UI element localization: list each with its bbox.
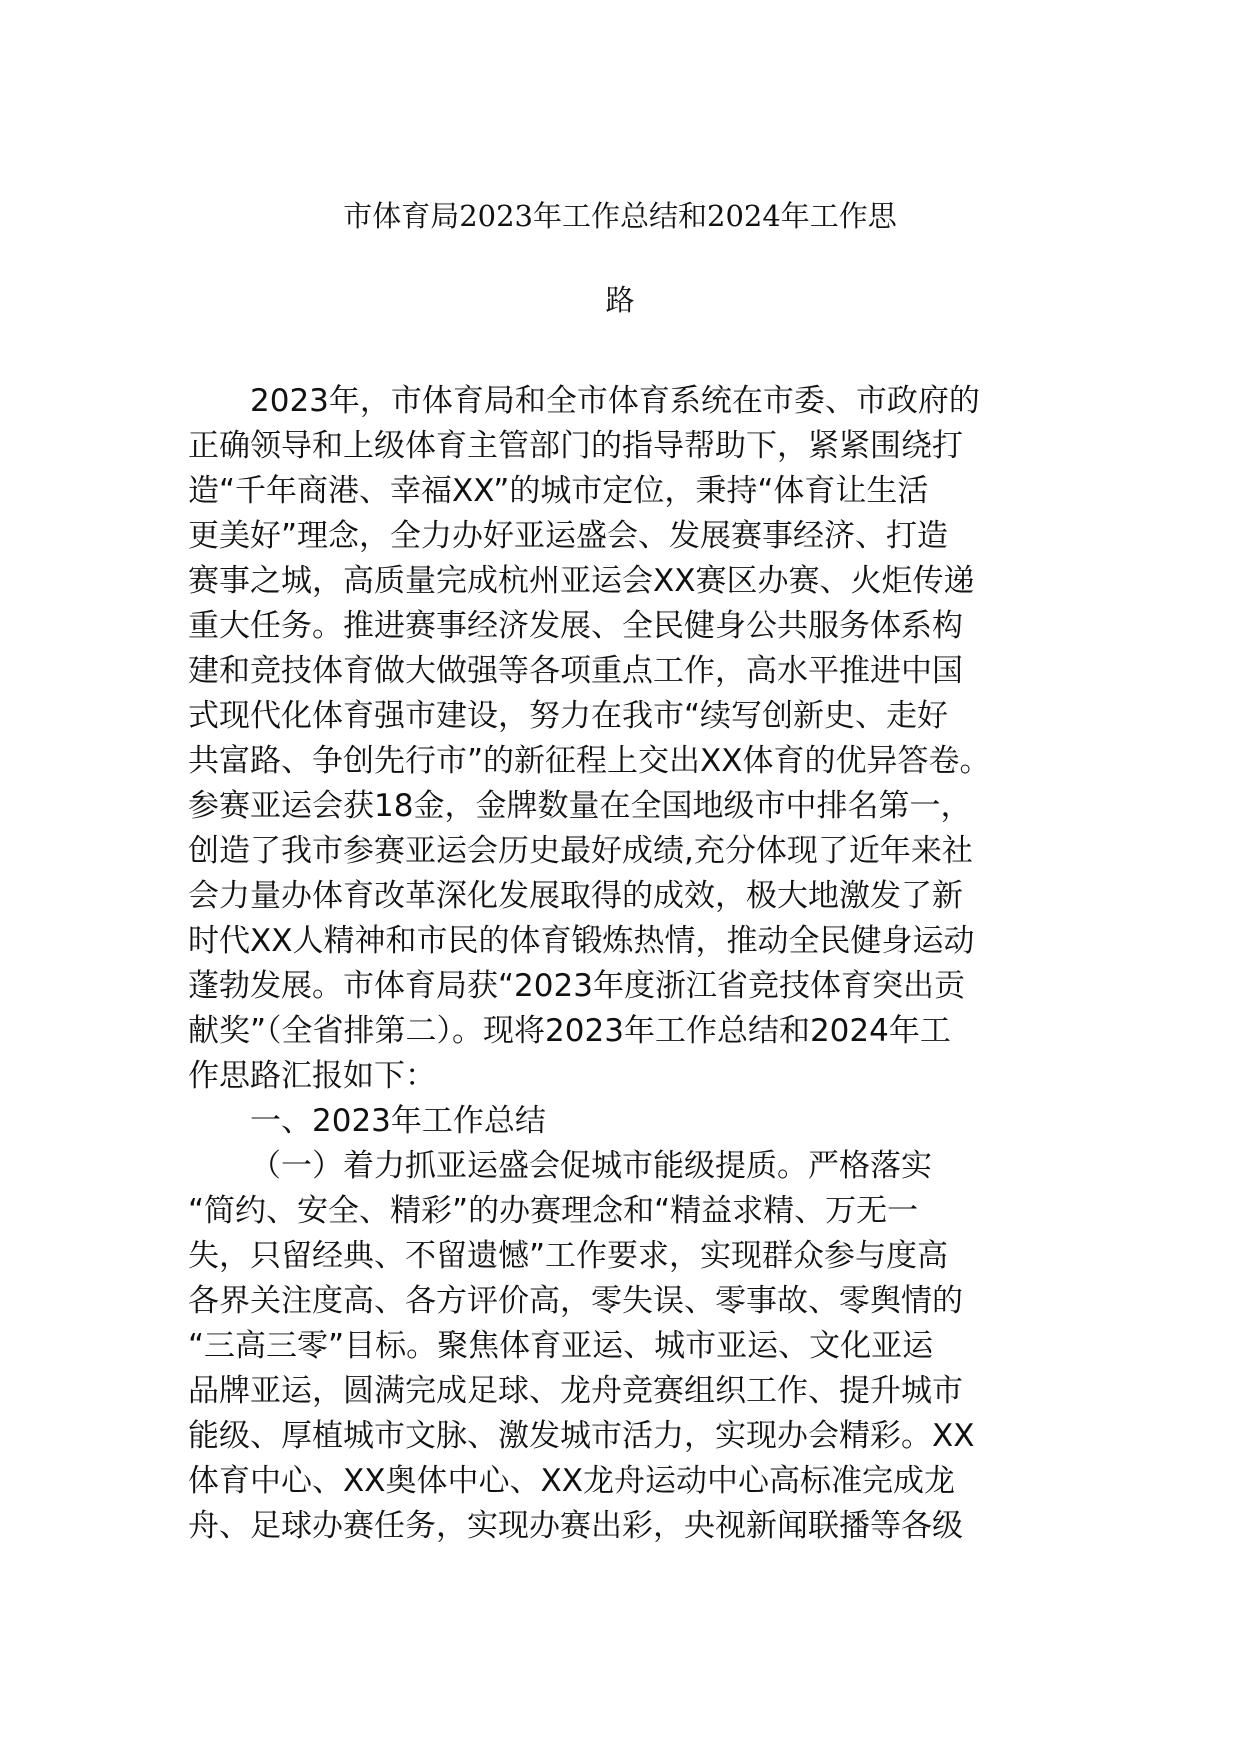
intro-line: 建和竞技体育做大做强等各项重点工作，高水平推进中国 bbox=[188, 653, 963, 689]
intro-line: 造“千年商港、幸福XX”的城市定位，秉持“体育让生活 bbox=[188, 473, 929, 509]
intro-line: 2023年，市体育局和全市体育系统在市委、市政府的 bbox=[250, 383, 980, 419]
section1-line: 失，只留经典、不留遗憾”工作要求，实现群众参与度高 bbox=[188, 1238, 949, 1274]
intro-line: 重大任务。推进赛事经济发展、全民健身公共服务体系构 bbox=[188, 608, 963, 644]
section1-line: 舟、足球办赛任务，实现办赛出彩，央视新闻联播等各级 bbox=[188, 1508, 963, 1544]
intro-line: 时代XX人精神和市民的体育锻炼热情，推动全民健身运动 bbox=[188, 923, 975, 959]
intro-line: 正确领导和上级体育主管部门的指导帮助下，紧紧围绕打 bbox=[188, 428, 963, 464]
section1-line: 体育中心、XX奥体中心、XX龙舟运动中心高标准完成龙 bbox=[188, 1463, 955, 1499]
section1-line: “三高三零”目标。聚焦体育亚运、城市亚运、文化亚运 bbox=[188, 1328, 934, 1364]
intro-line: 更美好”理念，全力办好亚运盛会、发展赛事经济、打造 bbox=[188, 518, 949, 554]
intro-line: 蓬勃发展。市体育局获“2023年度浙江省竞技体育突出贡 bbox=[188, 968, 965, 1004]
intro-line: 赛事之城，高质量完成杭州亚运会XX赛区办赛、火炬传递 bbox=[188, 563, 975, 599]
document-title-line-2: 路 bbox=[605, 283, 635, 317]
intro-line: 献奖”（全省排第二）。现将2023年工作总结和2024年工 bbox=[188, 1013, 951, 1049]
intro-line: 作思路汇报如下： bbox=[188, 1058, 436, 1094]
intro-line: 创造了我市参赛亚运会历史最好成绩,充分体现了近年来社 bbox=[188, 833, 973, 869]
intro-line: 参赛亚运会获18金，金牌数量在全国地级市中排名第一， bbox=[188, 788, 972, 824]
section1-line: “简约、安全、精彩”的办赛理念和“精益求精、万无一 bbox=[188, 1193, 919, 1229]
intro-line: 会力量办体育改革深化发展取得的成效，极大地激发了新 bbox=[188, 878, 963, 914]
intro-line: 共富路、争创先行市”的新征程上交出XX体育的优异答卷。 bbox=[188, 743, 991, 779]
section1-line: （一）着力抓亚运盛会促城市能级提质。严格落实 bbox=[250, 1148, 932, 1184]
section1-line: 品牌亚运，圆满完成足球、龙舟竞赛组织工作、提升城市 bbox=[188, 1373, 963, 1409]
intro-line: 式现代化体育强市建设，努力在我市“续写创新史、走好 bbox=[188, 698, 949, 734]
section1-line: 各界关注度高、各方评价高，零失误、零事故、零舆情的 bbox=[188, 1283, 963, 1319]
section1-line: 能级、厚植城市文脉、激发城市活力，实现办会精彩。XX bbox=[188, 1418, 975, 1454]
document-title-line-1: 市体育局2023年工作总结和2024年工作思 bbox=[343, 199, 897, 233]
section-heading: 一、2023年工作总结 bbox=[250, 1103, 546, 1139]
